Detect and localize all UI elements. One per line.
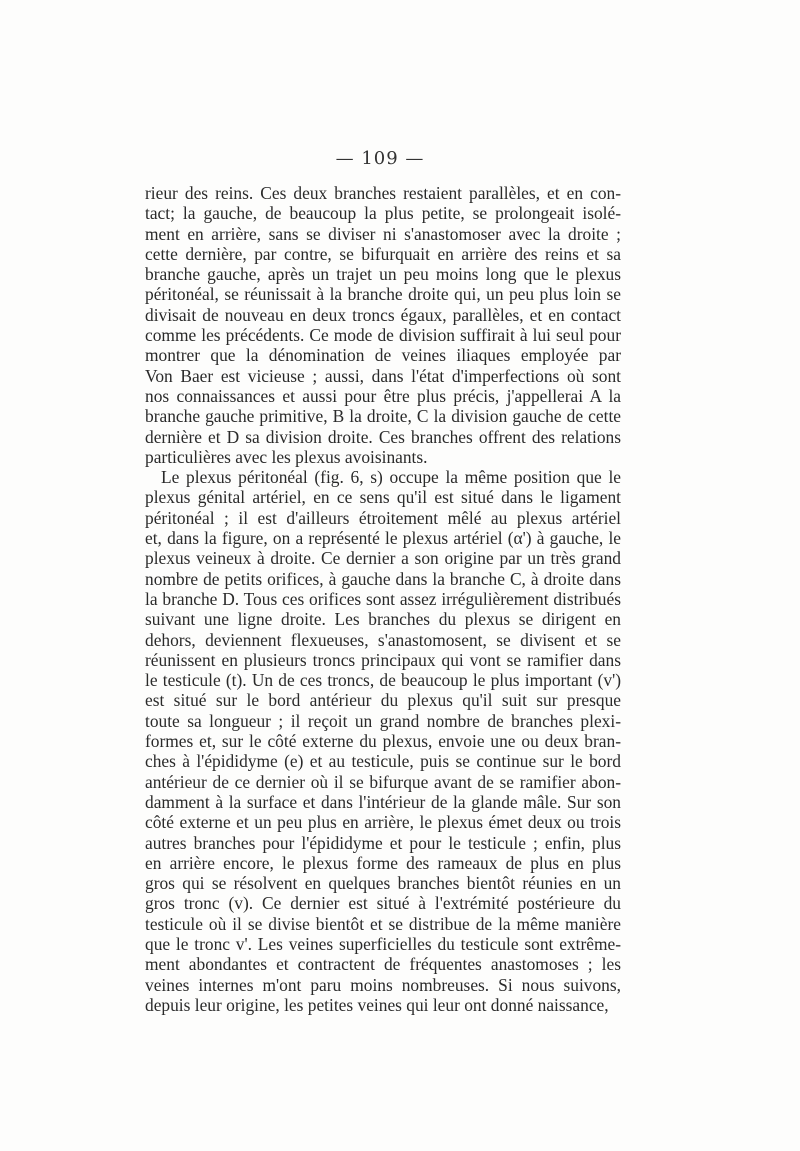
text-line: antérieur de ce dernier où il se bifurque avant de se ramifier abon- — [145, 771, 621, 792]
text-line: dernière et D sa division droite. Ces branches offrent des relations — [145, 426, 621, 447]
text-line: Le plexus péritonéal (fig. 6, s) occupe la même position que le — [161, 467, 621, 488]
text-line: cette dernière, par contre, se bifurquait en arrière des reins et sa — [145, 243, 621, 264]
text-line: et, dans la figure, on a représenté le plexus artériel (α') à gauche, le — [145, 528, 621, 549]
text-line: ment abondantes et contractent de fréquentes anastomoses ; les — [145, 954, 621, 975]
text-line: tact; la gauche, de beaucoup la plus petite, se prolongeait isolé- — [145, 203, 621, 224]
text-line: divisait de nouveau en deux troncs égaux, parallèles, et en contact — [145, 304, 621, 325]
text-line: nombre de petits orifices, à gauche dans la branche C, à droite dans — [145, 568, 621, 589]
text-line: depuis leur origine, les petites veines qui leur ont donné naissance, — [145, 994, 609, 1015]
text-line: péritonéal, se réunissait à la branche droite qui, un peu plus loin se — [145, 284, 621, 305]
text-line: plexus génital artériel, en ce sens qu'il est situé dans le ligament — [145, 487, 621, 508]
text-line: côté externe et un peu plus en arrière, le plexus émet deux ou trois — [145, 812, 621, 833]
text-line: comme les précédents. Ce mode de division suffirait à lui seul pour — [145, 325, 621, 346]
text-line: réunissent en plusieurs troncs principaux qui vont se ramifier dans — [145, 649, 621, 670]
body-text — [145, 183, 621, 1015]
text-line: plexus veineux à droite. Ce dernier a son origine par un très grand — [145, 548, 621, 569]
text-line: Von Baer est vicieuse ; aussi, dans l'état d'imperfections où sont — [145, 365, 621, 386]
text-line: particulières avec les plexus avoisinants. — [145, 446, 428, 467]
text-line: est situé sur le bord antérieur du plexus qu'il suit sur presque — [145, 690, 621, 711]
text-line: damment à la surface et dans l'intérieur de la glande mâle. Sur son — [145, 791, 621, 812]
text-line: rieur des reins. Ces deux branches restaient parallèles, et en con- — [145, 183, 621, 203]
text-line: branche gauche primitive, B la droite, C la division gauche de cette — [145, 406, 621, 427]
text-line: veines internes m'ont paru moins nombreuses. Si nous suivons, — [145, 974, 621, 995]
text-line: branche gauche, après un trajet un peu moins long que le plexus — [145, 264, 621, 285]
text-line: nos connaissances et aussi pour être plus précis, j'appellerai A la — [145, 385, 621, 406]
text-line: suivant une ligne droite. Les branches du plexus se dirigent en — [145, 609, 621, 630]
text-line: formes et, sur le côté externe du plexus, envoie une ou deux bran- — [145, 731, 621, 752]
text-line: dehors, deviennent flexueuses, s'anastomosent, se divisent et se — [145, 629, 621, 650]
text-line: gros tronc (v). Ce dernier est situé à l'extrémité postérieure du — [145, 893, 621, 914]
text-line: autres branches pour l'épididyme et pour le testicule ; enfin, plus — [145, 832, 621, 853]
text-line: le testicule (t). Un de ces troncs, de beaucoup le plus important (v') — [145, 670, 621, 691]
text-line: toute sa longueur ; il reçoit un grand nombre de branches plexi- — [145, 710, 621, 731]
text-line: péritonéal ; il est d'ailleurs étroitement mêlé au plexus artériel — [145, 507, 621, 528]
page-number: — 109 — — [335, 148, 425, 169]
text-line: gros qui se résolvent en quelques branches bientôt réunies en un — [145, 873, 621, 894]
text-line: en arrière encore, le plexus forme des rameaux de plus en plus — [145, 852, 621, 873]
text-line: ment en arrière, sans se diviser ni s'anastomoser avec la droite ; — [145, 223, 621, 244]
text-line: ches à l'épididyme (e) et au testicule, puis se continue sur le bord — [145, 751, 621, 772]
text-line: montrer que la dénomination de veines iliaques employée par — [145, 345, 621, 366]
text-line: que le tronc v'. Les veines superficielles du testicule sont extrême- — [145, 933, 621, 954]
text-line: testicule où il se divise bientôt et se distribue de la même manière — [145, 913, 621, 934]
text-line: la branche D. Tous ces orifices sont assez irrégulièrement distribués — [145, 588, 621, 609]
